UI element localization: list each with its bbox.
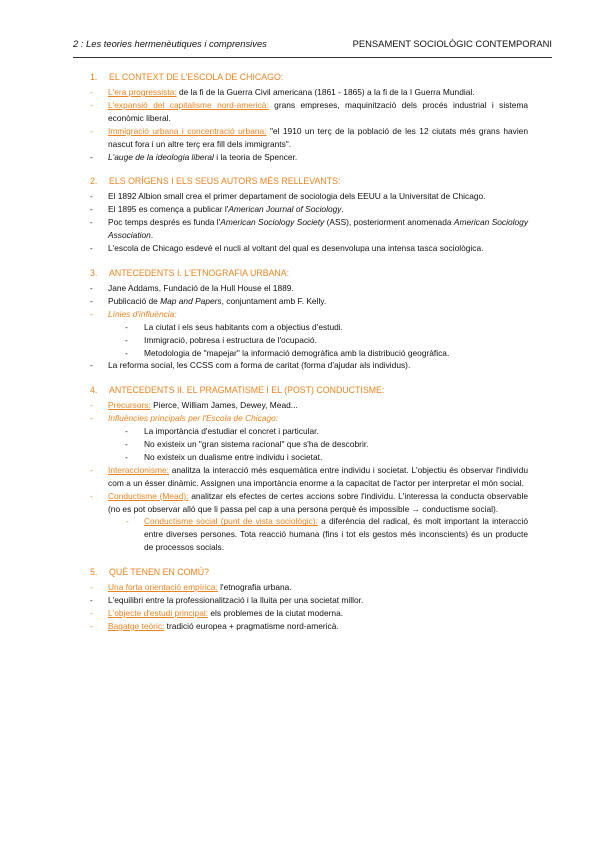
item-text: La importància d'estudiar el concret i particular.	[144, 426, 319, 437]
term-highlight: Una forta orientació empírica:	[108, 582, 218, 593]
bullet-dash: -	[90, 608, 93, 618]
term-highlight: L'objecte d'estudi principal:	[108, 608, 209, 618]
bullet-dash: -	[90, 582, 93, 593]
section-3	[90, 268, 528, 372]
bullet-dash: -	[125, 347, 128, 358]
item-emphasis: American Sociology Society	[220, 217, 325, 228]
list-item	[90, 490, 528, 516]
document-content	[90, 72, 528, 646]
sub-list-item	[90, 438, 528, 451]
bullet-dash: -	[90, 295, 93, 306]
bullet-dash: -	[125, 321, 128, 332]
item-text: L'equilibri entre la professionalització i la lluita per una societat millor.	[108, 595, 364, 606]
item-text: Poc temps després es funda l'	[108, 217, 221, 228]
section-number: 2.	[90, 176, 98, 187]
list-item	[90, 607, 528, 620]
item-text: , conjuntament amb F. Kelly.	[221, 295, 327, 306]
section-number: 3.	[90, 267, 98, 278]
section-title-text: EL CONTEXT DE L'ESCOLA DE CHICAGO:	[109, 72, 284, 82]
header-chapter-title: 2 : Les teories hermenèutiques i comprensives	[73, 38, 267, 49]
list-item	[90, 412, 528, 425]
section-title	[90, 72, 528, 83]
sub-list-item	[90, 451, 528, 464]
list-item	[90, 359, 528, 372]
item-text: a diferència del radical, és molt important la interacció entre diverses persones. Tota reacció humana (fins i tot els gestos més inconscients) és un producte de processos socials.	[144, 516, 528, 553]
term-highlight: Conductisme social (punt de vista sociològic):	[144, 516, 318, 527]
list-item	[90, 125, 528, 151]
item-text: (ASS), posteriorment anomenada	[324, 217, 454, 228]
sub-list-item	[90, 321, 528, 334]
bullet-dash: -	[90, 413, 93, 424]
bullet-dash: -	[90, 191, 93, 202]
section-title	[90, 567, 528, 578]
item-text: Immigració, pobresa i estructura de l'ocupació.	[144, 334, 317, 345]
term-highlight: Línies d'influència:	[108, 308, 177, 319]
list-item	[90, 295, 528, 308]
item-text: i la teoria de Spencer.	[213, 151, 298, 162]
item-emphasis: American Sociology Association	[108, 217, 529, 241]
section-5	[90, 567, 528, 633]
bullet-dash: -	[90, 490, 93, 501]
bullet-dash: -	[90, 99, 93, 110]
term-highlight: Bagatge teòric:	[108, 620, 165, 631]
sub-list-item	[90, 515, 528, 554]
item-text: Publicació de	[108, 295, 161, 306]
bullet-dash: -	[90, 308, 93, 319]
bullet-dash: -	[90, 360, 93, 371]
section-title-text: QUÈ TENEN EN COMÚ?	[109, 567, 210, 578]
list-item	[90, 203, 528, 216]
section-title-text: ELS ORÍGENS I ELS SEUS AUTORS MÉS RELLEVANTS:	[109, 176, 341, 187]
term-highlight: Immigració urbana i concentració urbana:	[108, 125, 267, 136]
section-title	[90, 385, 528, 396]
bullet-dash: -	[90, 217, 93, 228]
item-text: La reforma social, les CCSS com a forma de caritat (forma d'ajudar als individus).	[108, 360, 411, 371]
item-text: Pierce, William James, Dewey, Mead...	[150, 400, 298, 411]
section-title	[90, 268, 528, 279]
term-highlight: Conductisme (Mead):	[108, 490, 189, 501]
item-text: Metodologia de "mapejar" la informació demogràfica amb la distribució geogràfica.	[144, 347, 450, 358]
item-text: No existeix un "gran sistema racional" que s'ha de descobrir.	[144, 439, 369, 450]
header-course-title: PENSAMENT SOCIOLÒGIC CONTEMPORANI	[352, 38, 552, 49]
section-title-text: ANTECEDENTS I. L'ETNOGRAFIA URBANA:	[109, 267, 290, 278]
term-highlight: Interaccionisme:	[108, 464, 169, 475]
bullet-dash: -	[125, 334, 128, 345]
item-text: El 1892 Albion small crea el primer departament de sociologia dels EEUU a la Universitat de Chicago.	[108, 191, 486, 202]
item-text: l'etnografia urbana.	[217, 582, 292, 593]
bullet-dash: -	[90, 204, 93, 215]
bullet-dash: -	[90, 151, 93, 162]
bullet-dash: -	[125, 439, 128, 450]
bullet-dash: -	[90, 282, 93, 293]
section-number: 1.	[90, 72, 98, 82]
term-highlight: Influències principals per l'Escola de Chicago:	[108, 413, 279, 424]
sub-list-item	[90, 347, 528, 360]
list-item	[90, 216, 528, 242]
list-item	[90, 86, 528, 99]
list-item	[90, 99, 528, 125]
bullet-dash: -	[125, 451, 128, 462]
list-item	[90, 308, 528, 321]
item-text: El 1895 es comença a publicar l'	[108, 204, 229, 215]
list-item	[90, 581, 528, 594]
item-text: No existeix un dualisme entre individu i societat.	[144, 451, 323, 462]
item-text: .	[341, 204, 344, 215]
bullet-dash: -	[90, 620, 93, 631]
sub-list-item	[90, 425, 528, 438]
item-text: L'escola de Chicago esdevé el nucli al voltant del qual es desenvolupa una intensa tasca sociològica.	[108, 243, 484, 254]
item-text: tradició europea + pragmatisme nord-americà.	[164, 620, 339, 631]
section-title	[90, 176, 528, 187]
section-title-text: ANTECEDENTS II. EL PRAGMATISME I EL (POST) CONDUCTISME:	[109, 385, 385, 396]
list-item	[90, 464, 528, 490]
item-emphasis: Map and Papers	[160, 295, 222, 306]
list-item	[90, 399, 528, 412]
list-item	[90, 190, 528, 203]
item-text: grans empreses, maquinització dels procés industrial i sistema econòmic liberal.	[108, 99, 528, 123]
list-item	[90, 282, 528, 295]
bullet-dash: -	[126, 516, 129, 527]
page-header	[73, 37, 552, 58]
item-text: Jane Addams, Fundació de la Hull House el 1889.	[108, 282, 294, 293]
section-number: 4.	[90, 385, 98, 396]
item-text: analitza la interacció més esquemàtica entre individu i societat. L'objectiu és observar l'individu com a un ésser dinàmic. Assignen una importància enorme a la capacitat de l'actor per interpretar el món social.	[108, 464, 528, 488]
item-text: "el 1910 un terç de la població de les 12 ciutats més grans havien nascut fora i un altre terç era fill dels immigrants".	[108, 125, 528, 149]
list-item	[90, 242, 528, 255]
item-text: .	[150, 230, 154, 241]
bullet-dash: -	[90, 243, 93, 254]
item-text: analitzar els efectes de certes accions sobre l'individu. L'interessa la conducta observable (no es pot observar allò que li passa pel cap a una persona perquè és impossible → conductisme social).	[108, 490, 528, 514]
item-emphasis: L'auge de la ideologia liberal	[108, 151, 214, 162]
bullet-dash: -	[90, 400, 93, 411]
bullet-dash: -	[90, 125, 93, 136]
bullet-dash: -	[90, 464, 93, 475]
item-text: els problemes de la ciutat moderna.	[208, 608, 344, 618]
section-number: 5.	[90, 567, 98, 578]
section-1	[90, 72, 528, 163]
bullet-dash: -	[90, 87, 93, 97]
section-2	[90, 176, 528, 255]
term-highlight: L'era progressista:	[108, 87, 177, 97]
list-item	[90, 620, 528, 633]
bullet-dash: -	[125, 426, 128, 437]
term-highlight: L'expansió del capitalisme nord-americà:	[108, 99, 269, 110]
item-text: La ciutat i els seus habitants com a objectius d'estudi.	[144, 321, 343, 332]
sub-list-item	[90, 334, 528, 347]
item-text: de la fi de la Guerra Civil americana (1861 - 1865) a la fi de la I Guerra Mundial.	[176, 87, 475, 97]
term-highlight: Precursors:	[108, 400, 151, 411]
list-item	[90, 594, 528, 607]
bullet-dash: -	[90, 595, 93, 606]
list-item	[90, 151, 528, 164]
item-emphasis: American Journal of Sociology	[228, 204, 342, 215]
section-4	[90, 385, 528, 554]
